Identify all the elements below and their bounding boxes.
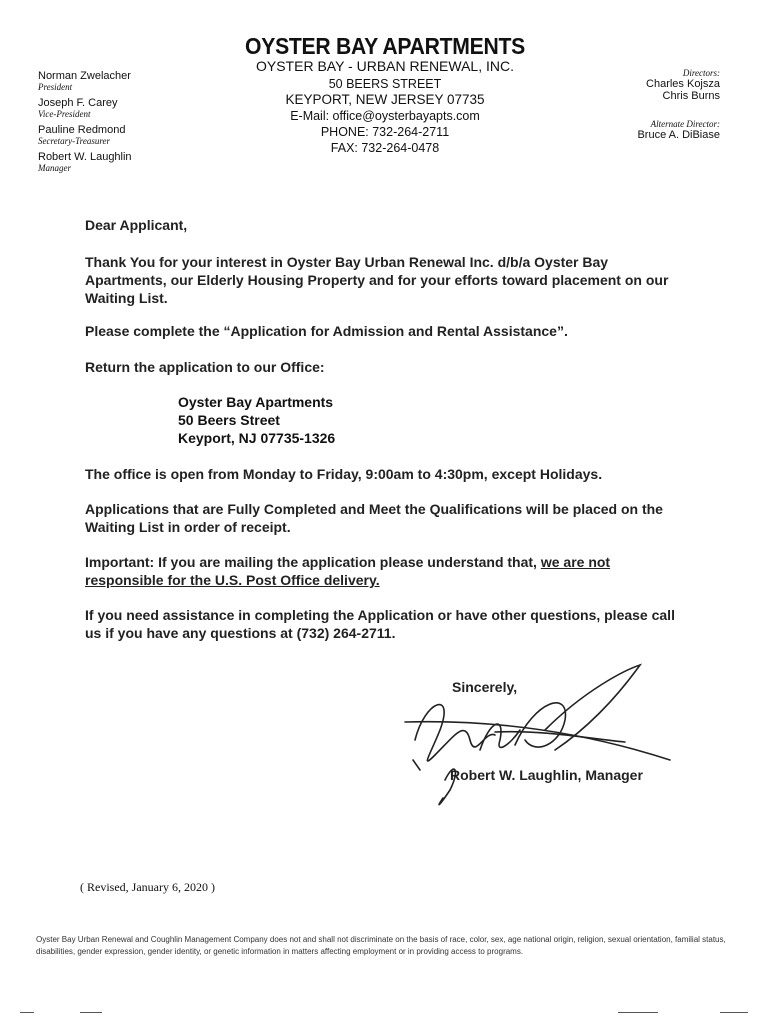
- paragraph-assistance: If you need assistance in completing the Application or have other questions, please call us if you have any questions at (732) 264-2711.: [85, 607, 675, 641]
- company-name: OYSTER BAY - URBAN RENEWAL, INC.: [255, 58, 514, 74]
- salutation: Dear Applicant,: [85, 217, 188, 233]
- signer-name: Robert W. Laughlin, Manager: [450, 767, 643, 783]
- officers-list: [38, 70, 188, 173]
- scan-mark: [720, 1012, 748, 1013]
- revision-date: ( Revised, January 6, 2020 ): [80, 880, 215, 894]
- mailing-disclaimer: we are not responsible for the U.S. Post Office delivery.: [85, 554, 611, 588]
- signature-image: [395, 660, 685, 810]
- street-address: 50 BEERS STREET: [328, 77, 442, 91]
- non-discrimination-footer: Oyster Bay Urban Renewal and Coughlin Management Company does not and shall not discriminate on the basis of race, color, sex, age national origin, religion, sexual orientation, familial status, disabilities, gender expression, gender identity, or genetic information in matters affecting employment or in providing access to programs.: [36, 935, 726, 956]
- officer-name: Robert W. Laughlin: [38, 151, 132, 163]
- fax-line: FAX: 732-264-0478: [330, 141, 440, 155]
- officer-name: Joseph F. Carey: [38, 97, 118, 109]
- scan-mark: [80, 1012, 102, 1013]
- paragraph-qualifications: Applications that are Fully Completed and Meet the Qualifications will be placed on the Waiting List in order of receipt.: [85, 501, 663, 535]
- paragraph-mailing: [85, 553, 675, 589]
- alternate-director-heading: Alternate Director:: [650, 119, 720, 129]
- closing: Sincerely,: [452, 679, 518, 695]
- address-line: Keyport, NJ 07735-1326: [178, 430, 336, 446]
- city-address: KEYPORT, NEW JERSEY 07735: [285, 92, 485, 107]
- officer-role: Secretary-Treasurer: [38, 136, 110, 146]
- scan-mark: [20, 1012, 34, 1013]
- letterhead-title: OYSTER BAY APARTMENTS: [245, 33, 525, 59]
- scan-mark: [618, 1012, 658, 1013]
- director-name: Charles Kojsza: [646, 78, 720, 90]
- mailing-lead: Important: If you are mailing the application please understand that,: [85, 554, 541, 570]
- paragraph-return: Return the application to our Office:: [85, 359, 325, 375]
- alternate-director-name: Bruce A. DiBiase: [637, 129, 720, 141]
- office-address: [178, 393, 335, 447]
- email-line: E-Mail: office@oysterbayapts.com: [290, 109, 480, 123]
- director-name: Chris Burns: [662, 90, 720, 102]
- officer-name: Pauline Redmond: [38, 124, 126, 136]
- paragraph-thanks: Thank You for your interest in Oyster Bay Urban Renewal Inc. d/b/a Oyster Bay Apartments, our Elderly Housing Property and for your efforts toward placement on our Waiting List.: [85, 254, 669, 306]
- officer-role: Vice-President: [38, 109, 91, 119]
- address-line: 50 Beers Street: [178, 412, 280, 428]
- directors-heading: Directors:: [682, 68, 720, 78]
- officer-role: President: [38, 82, 73, 92]
- address-line: Oyster Bay Apartments: [178, 394, 334, 410]
- paragraph-hours: The office is open from Monday to Friday, 9:00am to 4:30pm, except Holidays.: [85, 466, 603, 482]
- paragraph-complete: Please complete the “Application for Admission and Rental Assistance”.: [85, 323, 568, 339]
- directors-list: [560, 68, 720, 141]
- officer-role: Manager: [38, 163, 71, 173]
- phone-line: PHONE: 732-264-2711: [320, 125, 450, 139]
- officer-name: Norman Zwelacher: [38, 70, 131, 82]
